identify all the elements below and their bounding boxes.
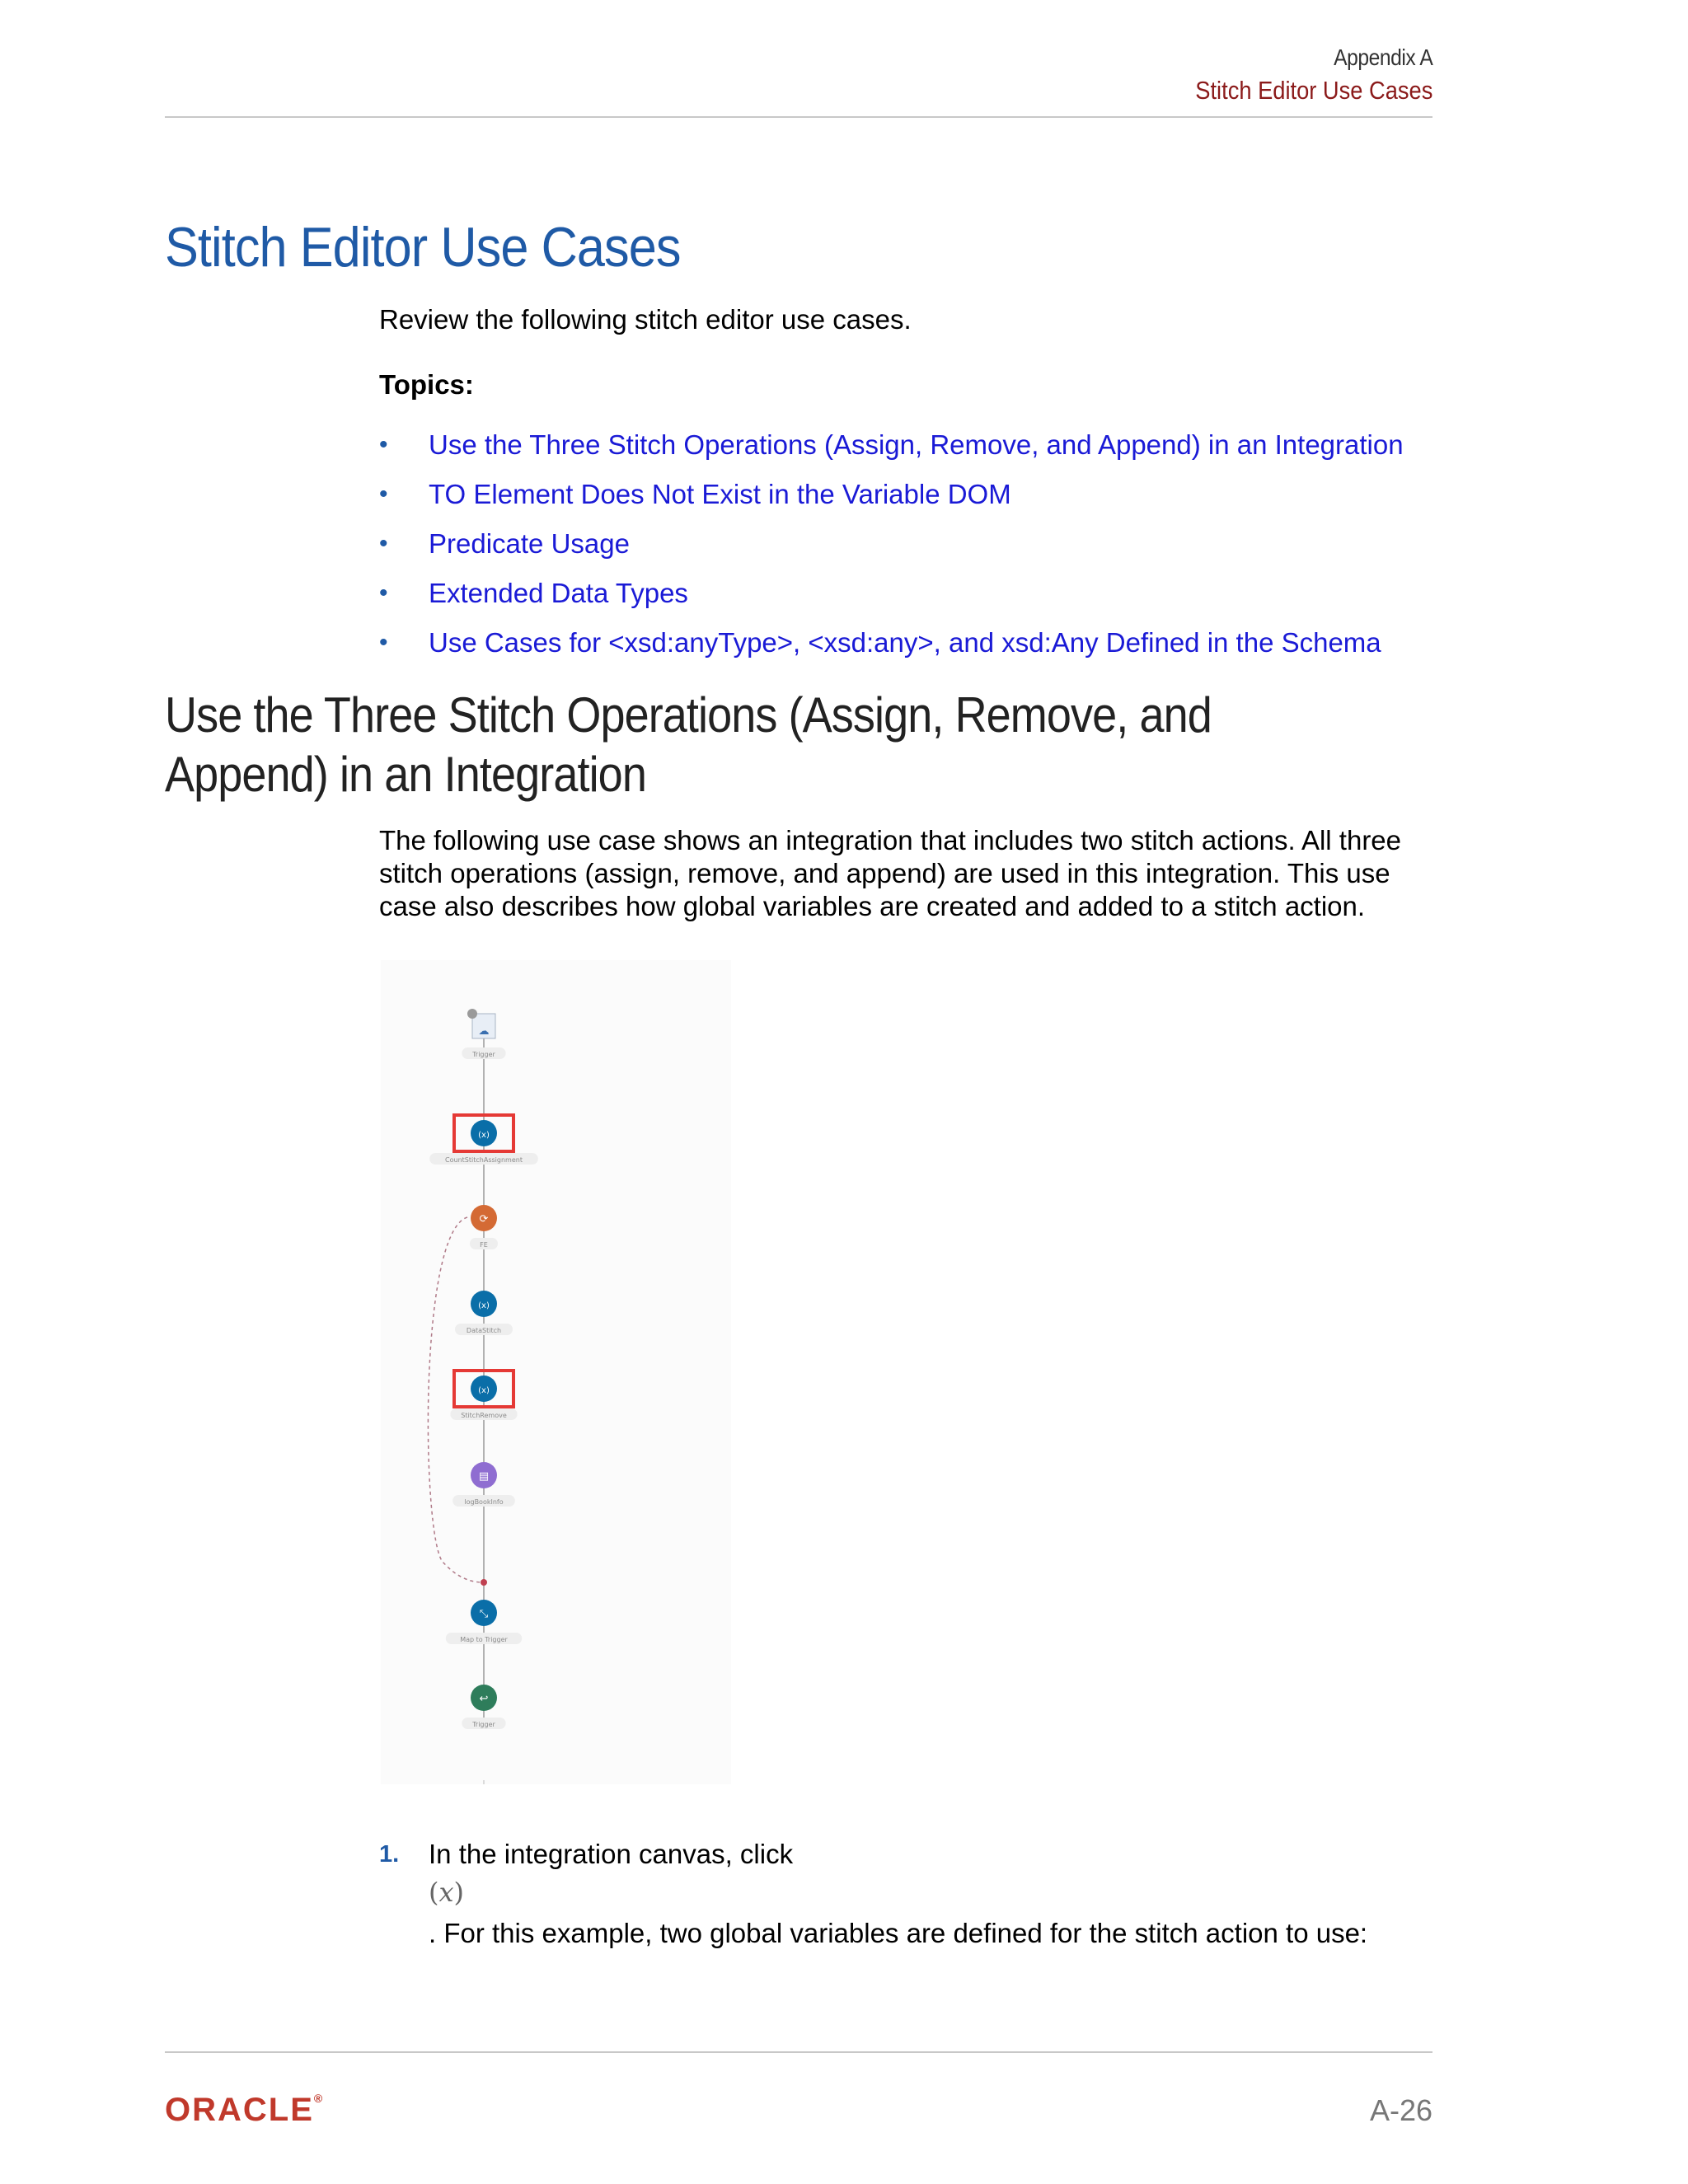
topic-list-item: [379, 569, 1404, 618]
page-number: A-26: [1369, 2093, 1432, 2127]
topic-link-to-element[interactable]: TO Element Does Not Exist in the Variable DOM: [429, 479, 1011, 509]
topic-link-predicate-usage[interactable]: Predicate Usage: [429, 528, 630, 559]
step-text-before: In the integration canvas, click: [429, 1839, 794, 1869]
flow-node[interactable]: [446, 1600, 522, 1644]
section-paragraph: The following use case shows an integration that includes two stitch actions. All three stitch operations (assign, remove, and append) are used in this integration. This use case also describes how global variables are created and added to a stitch action.: [379, 825, 1402, 921]
flow-node[interactable]: [462, 1009, 505, 1059]
loop-back-arc: [428, 1217, 484, 1582]
bullet-icon: •: [379, 480, 388, 508]
loop-merge-point: [481, 1579, 487, 1586]
integration-flow-diagram: [381, 960, 731, 1784]
oracle-logo-text: ORACLE: [165, 2092, 314, 2128]
oracle-logo: [165, 2092, 322, 2129]
variable-icon: (x): [478, 1301, 490, 1310]
bullet-icon: •: [379, 629, 388, 656]
trigger-icon: ☁: [478, 1025, 490, 1038]
footer-divider: [165, 2051, 1432, 2053]
return-icon: ↩: [479, 1693, 489, 1705]
topic-list-item: [379, 618, 1404, 668]
flow-node-label: Trigger: [472, 1721, 495, 1728]
header-appendix: Appendix A: [1333, 45, 1432, 70]
step-number: 1.: [379, 1841, 400, 1868]
integration-canvas-figure: [381, 960, 731, 1784]
bullet-icon: •: [379, 579, 388, 607]
log-icon: ▤: [478, 1470, 490, 1483]
flow-node[interactable]: [455, 1291, 513, 1335]
flow-node-label: Map to Trigger: [460, 1636, 508, 1643]
registered-mark: ®: [313, 2092, 323, 2105]
header-section-title: Stitch Editor Use Cases: [1194, 76, 1432, 105]
flow-node[interactable]: [462, 1685, 505, 1729]
flow-node-label: logBookInfo: [464, 1498, 504, 1506]
topic-link-stitch-operations[interactable]: Use the Three Stitch Operations (Assign, Remove, and Append) in an Integration: [429, 429, 1404, 460]
header-divider: [165, 116, 1432, 118]
flow-node-label: DataStitch: [466, 1327, 502, 1334]
section-heading: Use the Three Stitch Operations (Assign, Remove, and Append) in an Integration: [165, 687, 1212, 802]
flow-node[interactable]: [470, 1205, 498, 1249]
running-header: [1163, 43, 1432, 107]
topic-list-item: [379, 470, 1404, 519]
flow-node-label: CountStitchAssignment: [445, 1156, 523, 1164]
bullet-icon: •: [379, 530, 388, 557]
variable-icon: (x): [478, 1131, 490, 1140]
topics-label: Topics:: [379, 369, 474, 400]
flow-node-label: FE: [480, 1241, 488, 1249]
variable-icon: (𝑥): [429, 1877, 465, 1908]
flow-node-label: StitchRemove: [461, 1412, 507, 1419]
step-text-after: . For this example, two global variables are defined for the stitch action to use:: [429, 1918, 1368, 1948]
intro-paragraph: Review the following stitch editor use cases.: [379, 304, 912, 335]
for-each-icon: ⟳: [479, 1213, 489, 1226]
topic-list-item: [379, 420, 1404, 470]
bullet-icon: •: [379, 431, 388, 458]
variable-icon: (x): [478, 1386, 490, 1395]
topic-link-extended-data-types[interactable]: Extended Data Types: [429, 578, 688, 608]
flow-node[interactable]: [450, 1371, 517, 1420]
flow-node-label: Trigger: [472, 1051, 495, 1058]
page-title: Stitch Editor Use Cases: [165, 216, 681, 279]
flow-node[interactable]: [452, 1462, 515, 1507]
flow-node[interactable]: [429, 1115, 538, 1165]
topic-list: [379, 420, 1404, 668]
map-icon: ⤡: [479, 1608, 489, 1620]
trigger-badge: [467, 1009, 477, 1019]
topic-link-xsd-use-cases[interactable]: Use Cases for <xsd:anyType>, <xsd:any>, and xsd:Any Defined in the Schema: [429, 627, 1381, 658]
topic-list-item: [379, 519, 1404, 569]
